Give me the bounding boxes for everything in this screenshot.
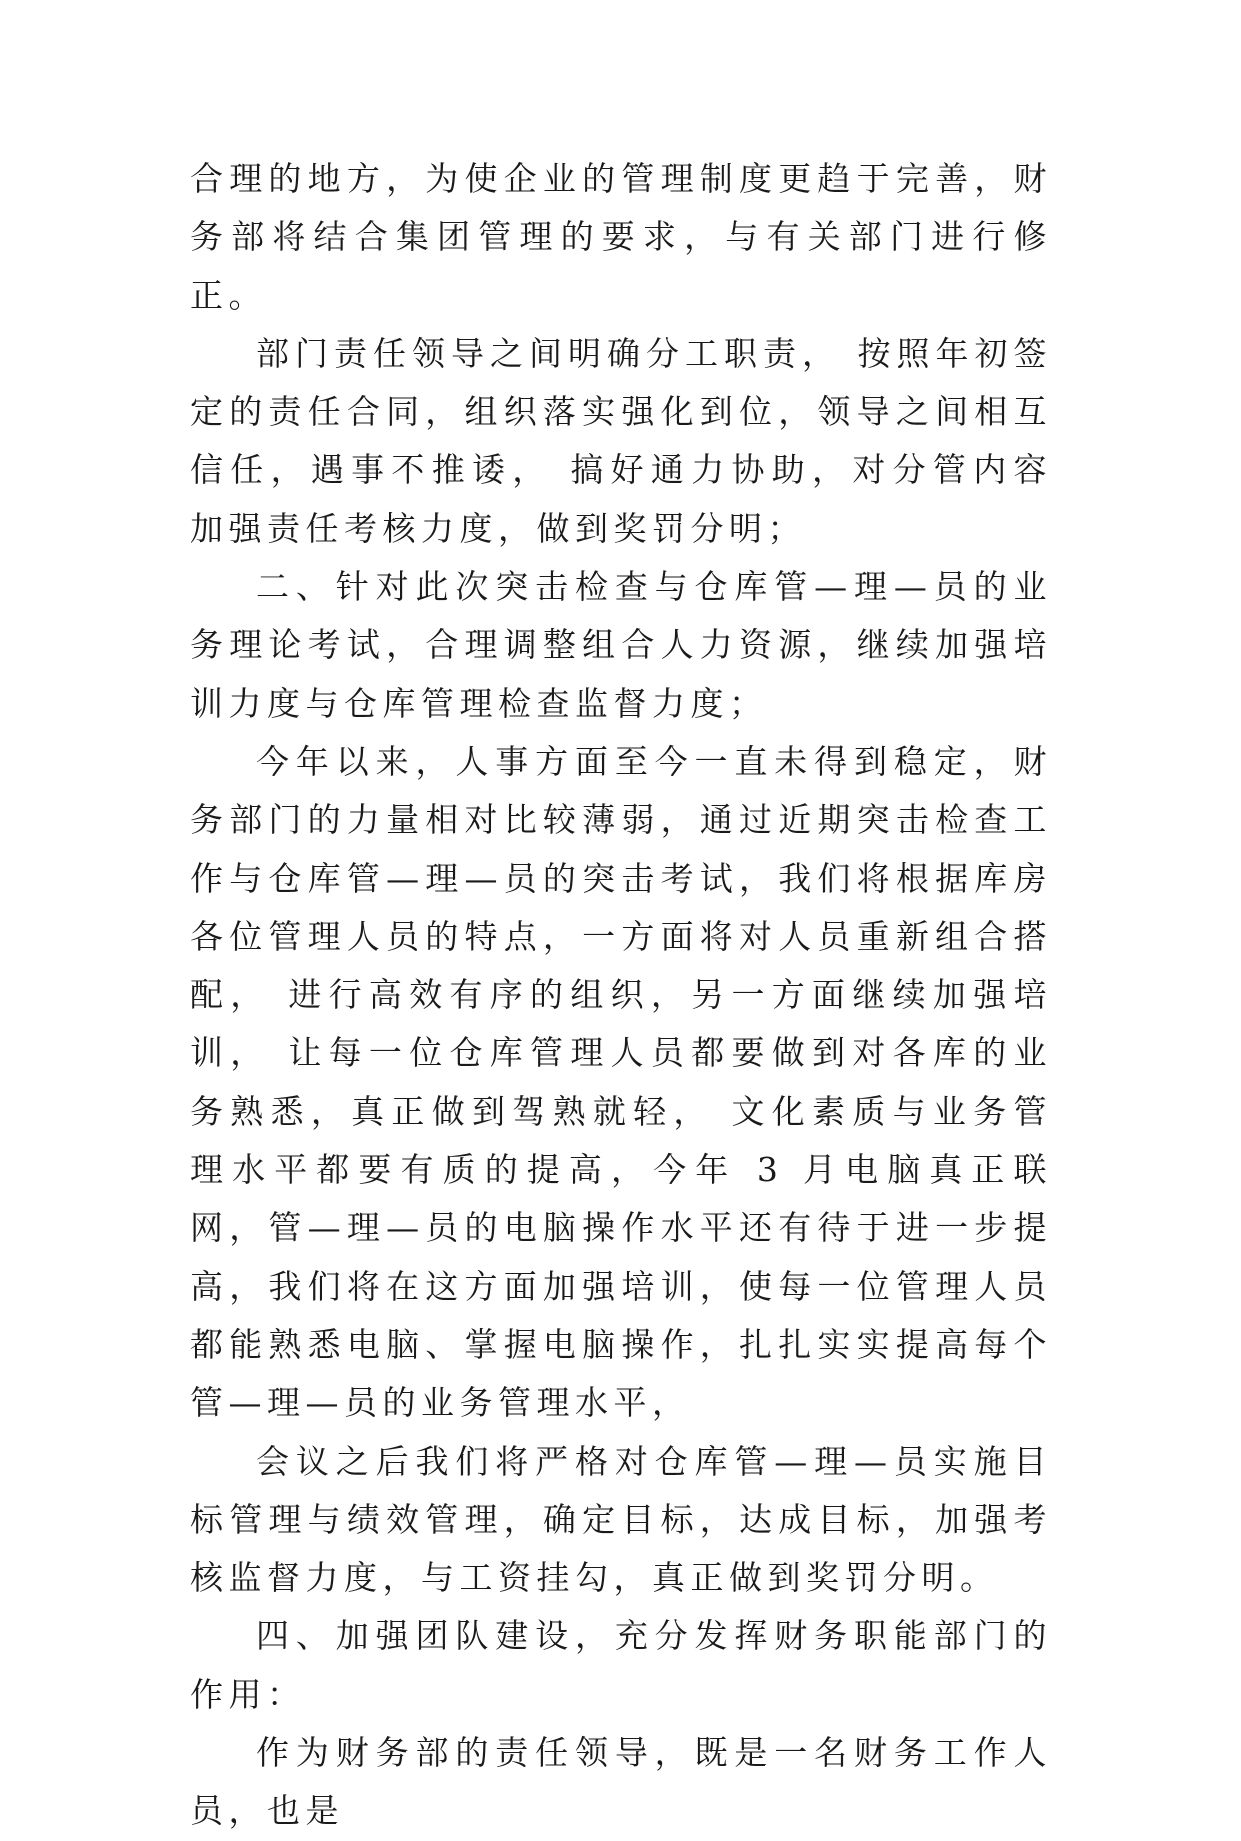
- paragraph-section-two: 二、针对此次突击检查与仓库管—理—员的业务理论考试，合理调整组合人力资源，继续加强培训力度与仓库管理检查监督力度；: [190, 567, 1052, 723]
- paragraph-leadership: 作为财务部的责任领导，既是一名财务工作人员，也是: [190, 1733, 1052, 1831]
- paragraph-section-four: 四、加强团队建设，充分发挥财务职能部门的作用：: [190, 1616, 1052, 1714]
- document-body: [190, 150, 1052, 1841]
- paragraph-personnel: 今年以来，人事方面至今一直未得到稳定，财务部门的力量相对比较薄弱，通过近期突击检查工作与仓库管—理—员的突击考试，我们将根据库房各位管理人员的特点，一方面将对人员重新组合搭配， 进行高效有序的组织，另一方面继续加强培训， 让每一位仓库管理人员都要做到对各库的业务熟悉，真正做到驾熟就轻， 文化素质与业务管理水平都要有质的提高，今年 3 月电脑真正联网，管—理—员的电脑操作水平还有待于进一步提高，我们将在这方面加强培训，使每一位管理人员都能熟悉电脑、掌握电脑操作，扎扎实实提高每个管—理—员的业务管理水平，: [190, 741, 1052, 1423]
- paragraph-target-management: 会议之后我们将严格对仓库管—理—员实施目标管理与绩效管理，确定目标，达成目标，加强考核监督力度，与工资挂勾，真正做到奖罚分明。: [190, 1441, 1052, 1598]
- paragraph-responsibility: 部门责任领导之间明确分工职责， 按照年初签定的责任合同，组织落实强化到位，领导之间相互信任，遇事不推诿， 搞好通力协助，对分管内容加强责任考核力度，做到奖罚分明；: [190, 333, 1052, 548]
- paragraph-continuation: 合理的地方，为使企业的管理制度更趋于完善，财务部将结合集团管理的要求，与有关部门进行修正。: [190, 159, 1052, 315]
